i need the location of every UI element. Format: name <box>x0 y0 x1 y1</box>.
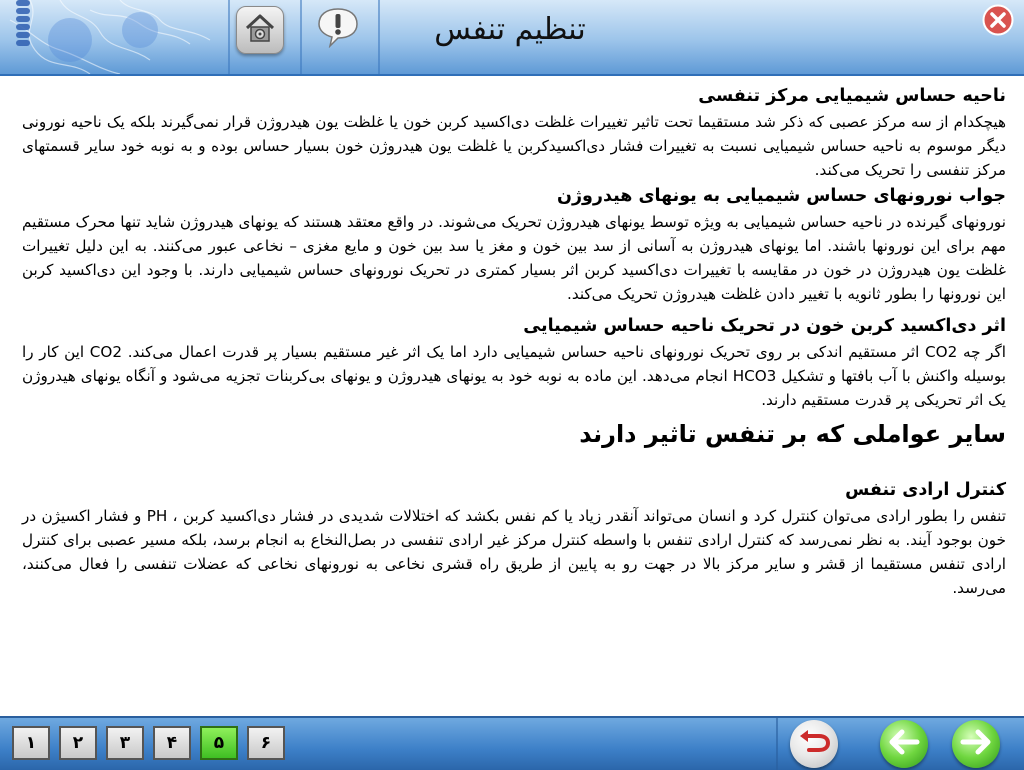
main-heading: سایر عواملی که بر تنفس تاثیر دارند <box>579 420 1006 448</box>
footer-bar <box>0 716 1024 770</box>
return-button[interactable] <box>790 720 838 768</box>
page-button-1[interactable]: ۱ <box>12 726 50 760</box>
section-heading: جواب نورونهای حساس شیمیایی به یونهای هیدروژن <box>557 186 1006 206</box>
page-button-6[interactable]: ۶ <box>247 726 285 760</box>
section-body: تنفس را بطور ارادی می‌توان کنترل کرد و انسان می‌تواند آنقدر زیاد یا کم نفس بکشد که اختلالات شدیدی در فشار دی‌اکسید کربن ، PH و فشار اکسیژن در خون بوجود آیند. به نظر نمی‌رسد که کنترل ارادی تنفس با واسطه کنترل مرکز غیر ارادی تنفسی در بصل‌النخاع به انجام برسد، بلکه مسیر عصبی برای کنترل ارادی تنفس مستقیما از قشر و سایر مرکز بالا در جهت رو به پایین از طریق راه قشری نخاعی به نورونهای نخاعی که عضلات تنفسی را فعال می‌کنند، می‌رسد. <box>22 507 1006 597</box>
section-heading: اثر دی‌اکسید کربن خون در تحریک ناحیه حساس شیمیایی <box>523 316 1006 336</box>
right-arrow-icon <box>959 727 993 761</box>
exclamation-icon <box>316 6 360 52</box>
content-area <box>22 82 1006 708</box>
page-navigation <box>12 726 285 760</box>
header-bar <box>0 0 1024 76</box>
section-body: اگر چه CO2 اثر مستقیم اندکی بر روی تحریک نورونهای ناحیه حساس شیمیایی دارد اما یک اثر غیر مستقیم بسیار پر قدرت اعمال می‌کند. CO2 این کار را بوسیله واکنش با آب بافتها و تشکیل HCO3 انجام می‌دهد. این ماده به نوبه خود به یونهای هیدروژن و یونهای بی‌کربنات تجزیه می‌شود و آنگاه یونهای هیدروژن یک اثر تحریکی پر قدرت مستقیم دارند. <box>22 343 1006 409</box>
page-button-3[interactable]: ۳ <box>106 726 144 760</box>
close-icon <box>982 21 1014 40</box>
page-button-2[interactable]: ۲ <box>59 726 97 760</box>
section-heading: کنترل ارادی تنفس <box>845 480 1006 500</box>
lung-decoration-image <box>0 0 230 74</box>
footer-divider <box>776 718 778 770</box>
page-button-5-active[interactable]: ۵ <box>200 726 238 760</box>
home-button[interactable] <box>236 6 284 54</box>
back-button[interactable] <box>880 720 928 768</box>
page-title: تنظیم تنفس <box>434 12 586 47</box>
next-button[interactable] <box>952 720 1000 768</box>
section-body: هیچکدام از سه مرکز عصبی که ذکر شد مستقیما تحت تاثیر تغییرات غلظت دی‌اکسید کربن خون یا غلظت یون هیدروژن قرار نمی‌گیرند بلکه یک ناحیه نورونی دیگر موسوم به ناحیه حساس شیمیایی نسبت به تغییرات فشار دی‌اکسیدکربن یا غلظت یون هیدروژن خون بسیار حساس بوده و به نوبه خود سایر قسمتهای مرکز تنفسی را تحریک می‌کند. <box>22 113 1006 179</box>
page-button-4[interactable]: ۴ <box>153 726 191 760</box>
home-icon <box>244 12 276 48</box>
left-arrow-icon <box>887 727 921 761</box>
section-heading: ناحیه حساس شیمیایی مرکز تنفسی <box>698 86 1006 106</box>
header-divider <box>228 0 230 74</box>
section-body: نورونهای گیرنده در ناحیه حساس شیمیایی به ویژه توسط یونهای هیدروژن تحریک می‌شوند. در واقع معتقد هستند که یونهای هیدروژن شاید تنها محرک مستقیم مهم برای این نورونها باشند. اما یونهای هیدروژن به آسانی از سد بین خون و مغز یا سد بین خون و مایع مغزی – نخاعی عبور می‌کنند. به این دلیل تغییرات غلظت یون هیدروژن در خون در مقایسه با تغییرات دی‌اکسید کربن اثر بسیار کمتری در تحریک نورونهای حساس شیمیایی دارند. با وجود این دی‌اکسید کربن این نورونها را بطور ثانویه با تغییر دادن غلظت هیدروژن تحریک می‌کند. <box>22 213 1006 303</box>
header-divider <box>300 0 302 74</box>
info-button[interactable] <box>316 8 360 50</box>
return-arrow-icon <box>797 727 831 761</box>
close-button[interactable] <box>982 4 1014 36</box>
